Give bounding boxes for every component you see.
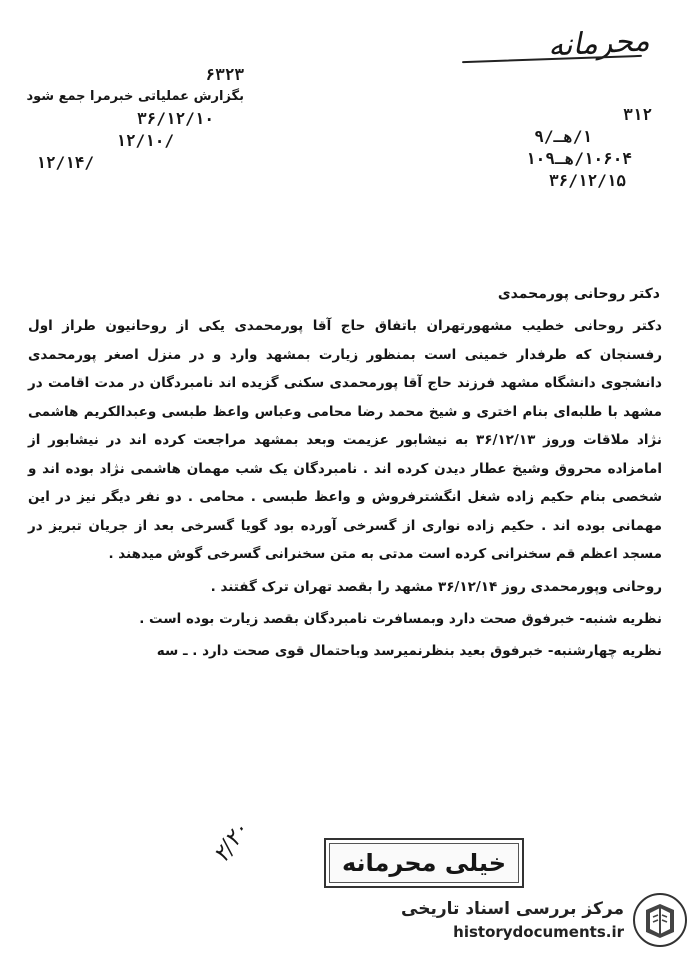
subject-line: دکتر روحانی پورمحمدی <box>497 286 660 302</box>
body-paragraph: دکتر روحانی خطیب مشهورتهران باتفاق حاج آقا پورمحمدی یکی از روحانیون طراز اول رفسنجان که طرفدار خمینی است بمنظور زیارت بمشهد وارد و در منزل اصغر پورمحمدی دانشجوی دانشگاه مشهد فرزند حاج آقا پورمحمدی سکنی گزیده اند نامبردگان در مدت اقامت در مشهد با طلبه‌ای بنام اختری و شیخ محمد رضا محامی وعباس واعظ طبسی وعبدالکریم هاشمی نژاد ملاقات وروز ۳۶/۱۲/۱۳ به نیشابور عزیمت وبعد بمشهد مراجعت کرده اند در نیشابور از امامزاده محروق وشیخ عطار دیدن کرده اند . نامبردگان یک شب مهمان هاشمی نژاد بوده اند و شخصی بنام حکیم زاده شغل انگشترفروش و واعظ طبسی . محامی . دو نفر دیگر نیز در این مهمانی بوده اند . حکیم زاده نواری از گسرخی آورده بود گویا گسرخی بعد از جریان تبریز در مسجد اعظم قم سخنرانی کرده است مدتی به متن سخنرانی گسرخی گوش میدهند . <box>28 318 662 562</box>
logo-domain: historydocuments.ir <box>453 923 624 941</box>
reference-code-1: ۱/هـ/۹ <box>534 127 592 146</box>
reference-number: ۳۱۲ <box>623 105 652 124</box>
report-body <box>28 312 662 665</box>
classification-stamp: خیلی محرمانه <box>324 838 524 888</box>
reference-date: ۳۶/۱۲/۱۵ <box>548 171 626 190</box>
logo-text <box>401 897 624 943</box>
reference-code-2: ۱۰۶۰۴/هـ۱۰۹ <box>526 149 632 168</box>
top-right-block <box>452 104 652 192</box>
routing-instruction: بگزارش عملیاتی خبرمرا جمع شود <box>26 89 244 104</box>
logo-title: مرکز بررسی اسناد تاریخی <box>401 899 624 919</box>
body-paragraph: نظریه چهارشنبه- خبرفوق بعید بنظرنمیرسد وباحتمال قوی صحت دارد . ـ سه <box>156 642 662 659</box>
date-line-1: ۳۶/۱۲/۱۰ <box>136 109 214 128</box>
date-line-2: /۱۲/۱۰ <box>116 131 174 150</box>
document-number: ۶۳۲۳ <box>205 65 244 84</box>
handwritten-title: محرمانه <box>547 23 651 64</box>
archive-logo <box>388 890 688 950</box>
handwritten-signature: ۲/۲۰ <box>208 817 254 868</box>
book-seal-icon <box>632 892 688 948</box>
body-paragraph: روحانی وپورمحمدی روز ۳۶/۱۲/۱۴ مشهد را بقصد تهران ترک گفتند . <box>210 578 662 595</box>
body-paragraph: نظریه شنبه- خبرفوق صحت دارد وبمسافرت نامبردگان بقصد زیارت بوده است . <box>139 610 662 627</box>
date-line-3: /۱۲/۱۴ <box>36 153 94 172</box>
top-left-block <box>14 64 244 174</box>
